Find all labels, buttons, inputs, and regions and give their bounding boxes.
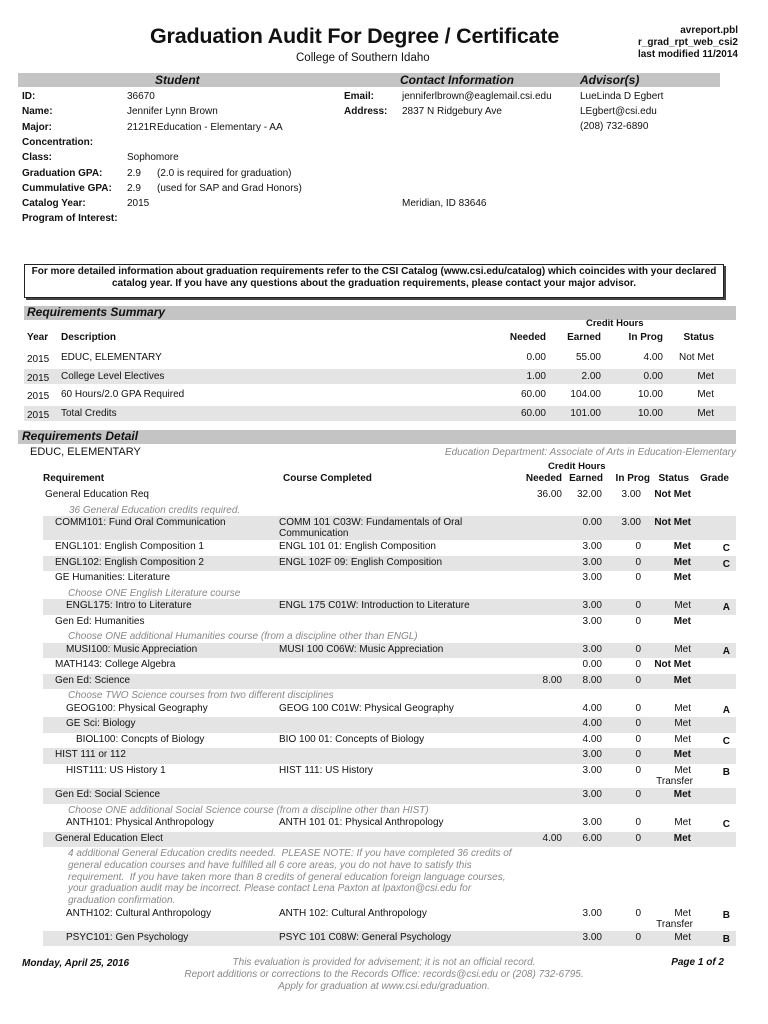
student-field-label: ID: [22,91,36,102]
course-completed: MUSI 100 C06W: Music Appreciation [279,643,444,655]
summary-cell: 1.00 [526,370,546,382]
summary-column-header: Year [27,332,49,343]
credits-in-progress: 0 [635,600,641,611]
credits-earned: 8.00 [582,674,602,686]
credits-in-progress: 0 [635,733,641,745]
credits-in-progress: 0 [635,615,641,627]
student-field-label: Concentration: [22,136,94,148]
student-field-value: Education - Elementary - AA [157,121,283,133]
credits-in-progress: 0 [635,789,641,800]
credits-in-progress: 0 [635,931,641,943]
student-field-label: Graduation GPA: [22,167,103,179]
report-id: avreport.pbl [680,25,738,36]
summary-cell: 60.00 [520,407,546,419]
corrections-note: Report additions or corrections to the Records Office: records@csi.edu or (208) 732-6795. [184,969,584,980]
detail-column-header: Earned [569,473,603,484]
course-grade: A [722,645,730,657]
detail-column-header: Grade [700,473,729,484]
course-grade: C [722,542,730,554]
report-modified: last modified 11/2014 [637,49,738,60]
course-completed-cont: Communication [279,527,349,539]
student-field-value: 2121R [127,121,157,133]
student-city: Meridian, ID 83646 [402,198,487,209]
requirement-name: Gen Ed: Humanities [55,615,145,627]
summary-cell: 10.00 [637,389,663,400]
requirement-name: Gen Ed: Social Science [55,789,161,800]
student-field-label: Class: [22,152,53,164]
course-completed: PSYC 101 C08W: General Psychology [279,931,452,943]
credits-earned: 4.00 [582,733,602,745]
student-field-value: 2.9 [127,182,141,194]
requirement-name: ENGL175: Intro to Literature [66,600,192,611]
summary-cell: 2015 [27,391,50,402]
summary-column-header: Description [61,332,117,343]
student-field-value: (2.0 is required for graduation) [157,167,292,179]
requirement-name: MATH143: College Algebra [55,659,176,671]
credits-earned: 3.00 [582,540,602,552]
credits-earned: 3.00 [582,600,602,611]
detail-column-header: Needed [525,473,562,484]
requirement-name: ANTH101: Physical Anthropology [66,816,214,828]
student-field-value: 2.9 [127,167,141,179]
program-description: Education Department: Associate of Arts in Education-Elementary [444,447,736,458]
requirement-note: 36 General Education credits required. [69,504,241,516]
credits-earned: 3.00 [582,789,602,800]
summary-cell: 60.00 [520,389,546,400]
credits-earned: 3.00 [582,931,602,943]
requirement-name: General Education Elect [55,832,163,844]
advisor-name: LueLinda D Egbert [580,91,664,102]
credits-in-progress: 3.00 [621,489,641,500]
transfer-label: Transfer [656,918,693,930]
requirement-name: ENGL101: English Composition 1 [55,540,204,552]
requirement-status: Met [673,615,691,627]
summary-cell: 2015 [27,372,50,384]
summary-cell: EDUC, ELEMENTARY [61,352,162,363]
credits-needed: 4.00 [542,832,562,844]
course-grade: A [722,602,730,613]
report-date: Monday, April 25, 2016 [22,958,130,969]
course-completed: ANTH 102: Cultural Anthropology [279,907,427,919]
course-completed: ENGL 175 C01W: Introduction to Literature [279,600,470,611]
requirement-status: Met [673,789,691,800]
requirement-name: GEOG100: Physical Geography [66,702,208,714]
summary-cell: Met [697,407,714,419]
requirement-note: Choose ONE English Literature course [68,587,241,599]
disclaimer: This evaluation is provided for advisement; it is not an official record. [232,957,536,968]
course-completed: ANTH 101 01: Physical Anthropology [279,816,444,828]
address-label: Address: [344,106,388,117]
requirement-name: GE Sci: Biology [66,718,136,730]
summary-cell: 55.00 [575,352,601,363]
requirement-name: General Education Req [45,489,149,500]
detail-heading: Requirements Detail [22,429,139,443]
student-field-value: (used for SAP and Grad Honors) [157,182,302,194]
requirement-status: Met [674,931,691,943]
requirement-status: Met [674,702,691,714]
summary-cell: 60 Hours/2.0 GPA Required [61,389,185,400]
student-section-heading: Student [155,73,200,87]
course-grade: B [722,909,730,921]
student-email: jenniferlbrown@eaglemail.csi.edu [402,91,552,102]
requirement-note: 4 additional General Education credits needed. PLEASE NOTE: If you have completed 36 credits of general education courses and have fulfilled all 6 core areas, you do not have to satisfy this requirement. If you have taken more than 8 credits of general education foreign language courses, your graduation audit may be incorrect. Please contact Lena Paxton at lpaxton@csi.edu for graduation confirmation. [68,848,512,907]
detail-row-shade [43,717,736,733]
credits-in-progress: 0 [635,643,641,655]
requirement-name: MUSI100: Music Appreciation [66,643,198,655]
summary-heading: Requirements Summary [27,305,166,319]
credits-earned: 32.00 [576,489,602,500]
summary-cell: 101.00 [570,407,601,419]
requirement-status: Met [673,556,691,568]
requirement-status: Not Met [654,516,691,528]
credits-in-progress: 0 [635,702,641,714]
credits-earned: 3.00 [582,907,602,919]
credits-earned: 3.00 [582,816,602,828]
credits-in-progress: 0 [635,765,641,776]
summary-cell: 10.00 [637,407,663,419]
student-field-label: Program of Interest: [22,213,118,225]
summary-cell: 0.00 [526,352,546,363]
summary-cell: 2015 [27,354,50,365]
summary-credit-hours-label: Credit Hours [586,318,644,329]
detail-row-shade [43,748,736,764]
summary-cell: Met [697,389,714,400]
credits-needed: 36.00 [536,489,562,500]
student-field-value: 36670 [127,91,155,102]
summary-column-header: In Prog [628,332,663,343]
credits-in-progress: 0 [635,749,641,761]
program-name: EDUC, ELEMENTARY [30,446,141,458]
student-field-label: Name: [22,106,53,118]
requirement-status: Met [674,733,691,745]
course-grade: C [722,558,730,570]
requirement-name: Gen Ed: Science [55,674,131,686]
summary-cell: 0.00 [643,370,663,382]
summary-cell: 2015 [27,409,50,421]
credits-earned: 6.00 [582,832,602,844]
requirement-status: Met [673,540,691,552]
summary-cell: Met [697,370,714,382]
requirement-note: Choose ONE additional Social Science course (from a discipline other than HIST) [68,804,429,816]
report-name: r_grad_rpt_web_csi2 [637,37,738,48]
requirement-status: Met [673,749,691,761]
credits-in-progress: 0 [635,674,641,686]
credits-earned: 3.00 [582,749,602,761]
summary-cell: College Level Electives [61,370,165,382]
requirement-status: Met [674,600,691,611]
requirement-name: HIST 111 or 112 [55,749,126,761]
detail-column-header: Requirement [43,473,105,484]
course-completed: HIST 111: US History [279,765,373,776]
credits-earned: 4.00 [582,718,602,730]
credits-earned: 0.00 [582,516,602,528]
summary-column-header: Status [683,332,714,343]
credits-in-progress: 0 [635,907,641,919]
requirement-status: Met [673,832,691,844]
credits-in-progress: 0 [635,718,641,730]
summary-column-header: Earned [567,332,601,343]
credits-earned: 4.00 [582,702,602,714]
credits-earned: 3.00 [582,643,602,655]
advisor-section-heading: Advisor(s) [580,73,640,87]
requirement-name: ANTH102: Cultural Anthropology [66,907,212,919]
graduation-apply-note: Apply for graduation at www.csi.edu/graduation. [278,981,490,992]
requirement-name: GE Humanities: Literature [55,572,171,584]
credits-in-progress: 0 [635,832,641,844]
summary-column-header: Needed [509,332,546,343]
requirement-status: Not Met [654,489,691,500]
student-field-value: 2015 [127,198,150,210]
student-field-value: Sophomore [127,152,179,164]
summary-cell: 4.00 [643,352,663,363]
credits-earned: 3.00 [582,765,602,776]
requirement-name: BIOL100: Concpts of Biology [76,733,205,745]
credits-earned: 0.00 [582,659,602,671]
requirement-name: HIST111: US History 1 [66,765,166,776]
course-grade: B [722,767,730,778]
contact-section-heading: Contact Information [400,73,514,87]
summary-cell: 104.00 [570,389,601,400]
detail-credit-hours-label: Credit Hours [548,461,606,472]
detail-column-header: Course Completed [283,473,372,484]
course-grade: A [722,704,730,716]
course-grade: B [722,933,730,945]
credits-earned: 3.00 [582,572,602,584]
requirement-status: Met [674,816,691,828]
advisor-phone: (208) 732-6890 [580,121,649,132]
credits-in-progress: 0 [635,659,641,671]
summary-row-shade [24,406,736,421]
requirement-status: Met [673,572,691,584]
requirement-name: COMM101: Fund Oral Communication [55,516,226,528]
detail-column-header: Status [658,473,689,484]
credits-in-progress: 0 [635,572,641,584]
student-field-label: Cummulative GPA: [22,182,112,194]
course-completed: BIO 100 01: Concepts of Biology [279,733,425,745]
summary-cell: 2.00 [581,370,601,382]
catalog-notice: For more detailed information about graduation requirements refer to the CSI Catalog (www.csi.edu/catalog) which coincides with your declared catalog year. If you have any questions about the graduation requirements, please contact your major advisor. [24,264,724,298]
credits-earned: 3.00 [582,556,602,568]
course-completed: ENGL 102F 09: English Composition [279,556,443,568]
requirement-status: Met [674,907,691,919]
requirement-name: ENGL102: English Composition 2 [55,556,204,568]
detail-row-shade [43,674,736,690]
credits-in-progress: 0 [635,816,641,828]
email-label: Email: [344,91,375,102]
course-completed: GEOG 100 C01W: Physical Geography [279,702,454,714]
student-address: 2837 N Ridgebury Ave [402,106,502,117]
advisor-email: LEgbert@csi.edu [580,106,657,117]
credits-in-progress: 0 [635,540,641,552]
requirement-status: Met [674,643,691,655]
course-grade: C [722,818,730,830]
page-number: Page 1 of 2 [671,957,724,968]
requirement-status: Met [674,765,691,776]
credits-earned: 3.00 [582,615,602,627]
summary-cell: Not Met [678,352,714,363]
credits-in-progress: 0 [635,556,641,568]
requirement-name: PSYC101: Gen Psychology [66,931,189,943]
student-field-label: Catalog Year: [22,198,86,210]
requirement-status: Met [674,718,691,730]
requirement-status: Met [673,674,691,686]
transfer-label: Transfer [656,776,693,787]
credits-needed: 8.00 [542,674,562,686]
detail-column-header: In Prog [615,473,650,484]
summary-cell: Total Credits [61,407,117,419]
requirement-status: Not Met [654,659,691,671]
course-completed: COMM 101 C03W: Fundamentals of Oral [279,516,463,528]
credits-in-progress: 3.00 [621,516,641,528]
college-name: College of Southern Idaho [296,52,430,64]
requirement-note: Choose TWO Science courses from two different disciplines [68,690,334,702]
course-grade: C [722,735,730,747]
page-title: Graduation Audit For Degree / Certificate [150,24,560,48]
requirement-note: Choose ONE additional Humanities course (from a discipline other than ENGL) [68,631,418,643]
student-field-value: Jennifer Lynn Brown [127,106,218,118]
student-field-label: Major: [22,121,52,133]
course-completed: ENGL 101 01: English Composition [279,540,436,552]
